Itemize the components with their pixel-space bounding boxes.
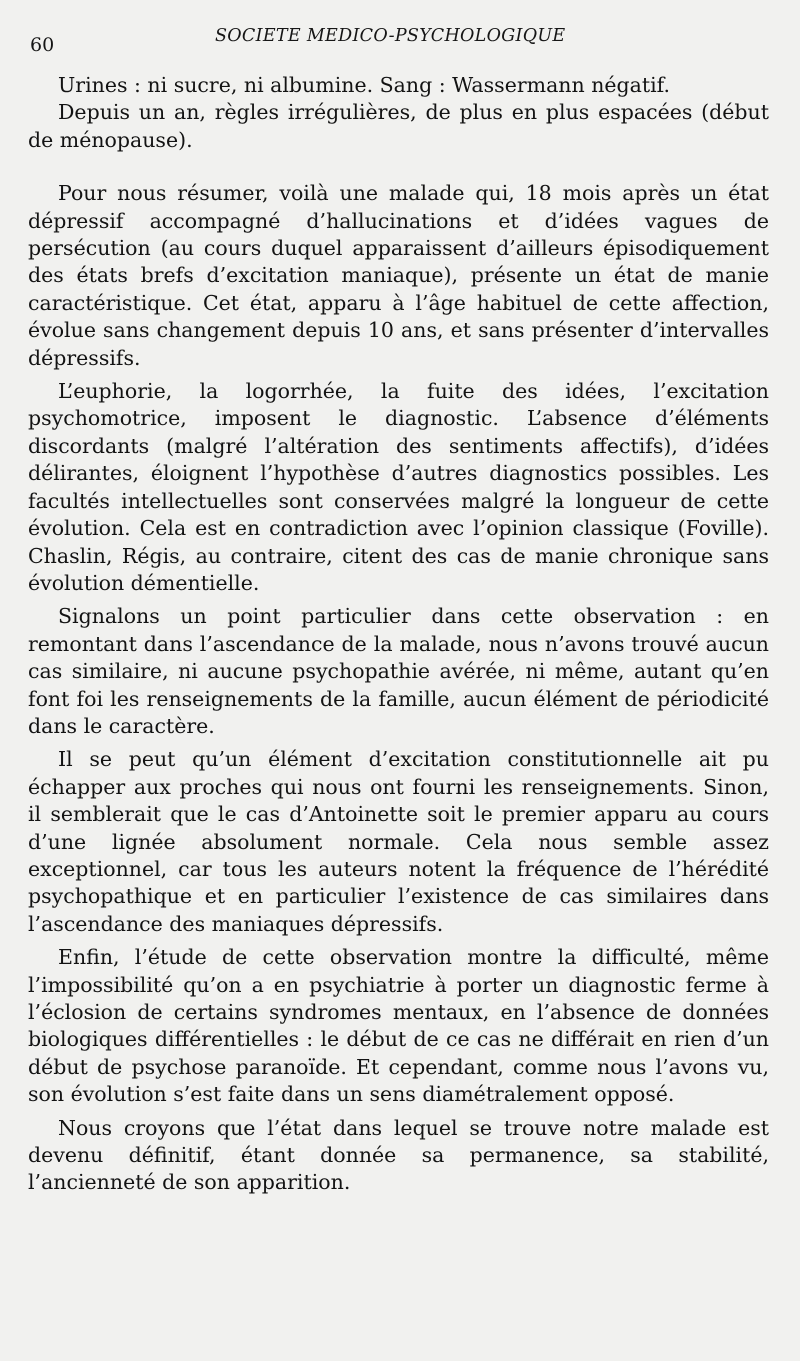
- paragraph-conclusion: Nous croyons que l’état dans lequel se trouve notre malade est devenu définitif, étant donnée sa permanence, sa stabilité, l’ancienneté de son apparition.: [28, 1115, 769, 1195]
- paragraph-constitution: Il se peut qu’un élément d’excitation constitutionnelle ait pu échapper aux proches qui nous ont fourni les renseignements. Sinon, il semblerait que le cas d’Antoinette soit le premier apparu au cours d’une lignée absolument normale. Cela nous semble assez exceptionnel, car tous les auteurs notent la fréquence de l’hérédité psychopathique et en particulier l’existence de cas similaires dans l’ascendance des maniaques dépressifs.: [28, 747, 769, 936]
- paragraph-difficulty: Enfin, l’étude de cette observation montre la difficulté, même l’impossibilité qu’on a en psychiatrie à porter un diagnostic ferme à l’éclosion de certains syndromes mentaux, en l’absence de données biologiques différentielles : le début de ce cas ne différait en rien d’un début de psychose paranoïde. Et cependant, comme nous l’avons vu, son évolution s’est faite dans un sens diamétralement opposé.: [28, 945, 769, 1107]
- page-number: 60: [30, 34, 55, 56]
- paragraph-menopause: Depuis un an, règles irrégulières, de plus en plus espacées (début de ménopause).: [28, 100, 769, 152]
- running-head: [0, 20, 800, 60]
- paragraph-diagnosis: L’euphorie, la logorrhée, la fuite des idées, l’excitation psychomotrice, imposent le diagnostic. L’absence d’éléments discordants (malgré l’altération des sentiments affectifs), d’idées délirantes, éloignent l’hypothèse d’autres diagnostics possibles. Les facultés intellectuelles sont conservées malgré la longueur de cette évolution. Cela est en contradiction avec l’opinion classique (Foville). Chaslin, Régis, au contraire, citent des cas de manie chronique sans évolution démentielle.: [28, 379, 769, 595]
- running-title: SOCIETE MEDICO-PSYCHOLOGIQUE: [215, 26, 566, 46]
- paragraph-urines: Urines : ni sucre, ni albumine. Sang : Wassermann négatif.: [58, 73, 671, 97]
- paragraph-summary: Pour nous résumer, voilà une malade qui, 18 mois après un état dépressif accompagné d’hallucinations et d’idées vagues de persécution (au cours duquel apparaissent d’ailleurs épisodiquement des états brefs d’excitation maniaque), présente un état de manie caractéristique. Cet état, apparu à l’âge habituel de cette affection, évolue sans changement depuis 10 ans, et sans présenter d’intervalles dépressifs.: [28, 181, 769, 370]
- body-text: [28, 72, 769, 1197]
- paragraph-heredity: Signalons un point particulier dans cette observation : en remontant dans l’ascendance de la malade, nous n’avons trouvé aucun cas similaire, ni aucune psychopathie avérée, ni même, autant qu’en font foi les renseignements de la famille, aucun élément de périodicité dans le caractère.: [28, 604, 769, 738]
